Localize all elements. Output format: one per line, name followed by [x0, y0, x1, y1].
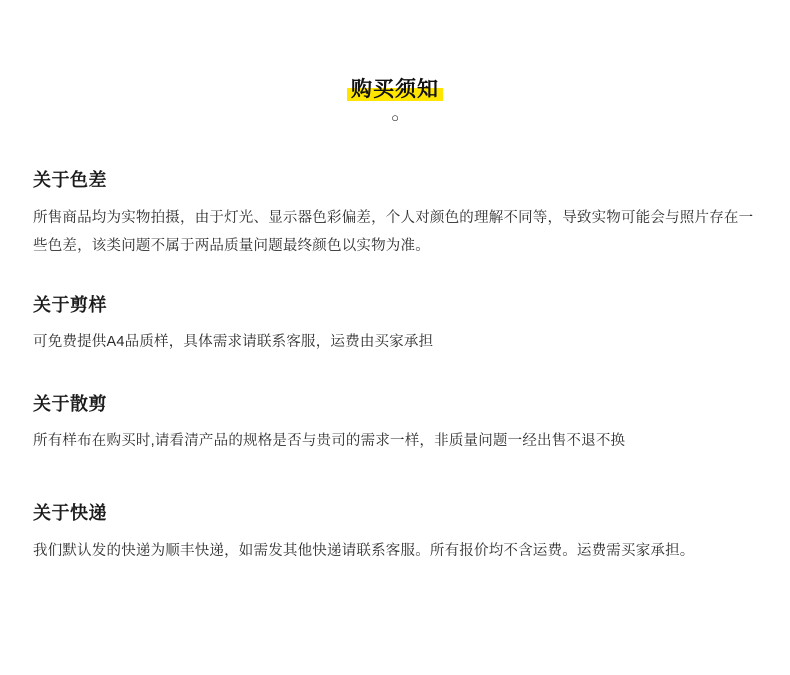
page-title: [347, 78, 443, 102]
section-body: 所有样布在购买时,请看清产品的规格是否与贵司的需求一样，非质量问题一经出售不退不换: [33, 433, 626, 449]
title-wrapper: [347, 78, 443, 102]
notice-section-shipping: [33, 502, 757, 565]
notice-section-color-difference: [33, 169, 757, 260]
section-body: 我们默认发的快递为顺丰快递，如需发其他快递请联系客服。所有报价均不含运费。运费需买家承担。: [33, 543, 695, 559]
section-heading: 关于快递: [33, 503, 107, 523]
notice-section-sample-cutting: [33, 294, 757, 355]
section-heading: 关于散剪: [33, 394, 107, 414]
section-body: 所售商品均为实物拍摄，由于灯光、显示器色彩偏差，个人对颜色的理解不同等，导致实物可能会与照片存在一些色差，该类问题不属于两品质量问题最终颜色以实物为准。: [33, 210, 754, 254]
circle-mark-icon: ○: [391, 110, 399, 125]
section-body: 可免费提供A4品质样，具体需求请联系客服，运费由买家承担: [33, 334, 434, 350]
notice-section-loose-cutting: [33, 393, 757, 454]
page-header: [0, 0, 790, 125]
section-heading: 关于剪样: [33, 295, 107, 315]
page-title-text: 购买须知: [351, 78, 439, 101]
notice-sections: [0, 169, 790, 565]
section-heading: 关于色差: [33, 170, 107, 190]
